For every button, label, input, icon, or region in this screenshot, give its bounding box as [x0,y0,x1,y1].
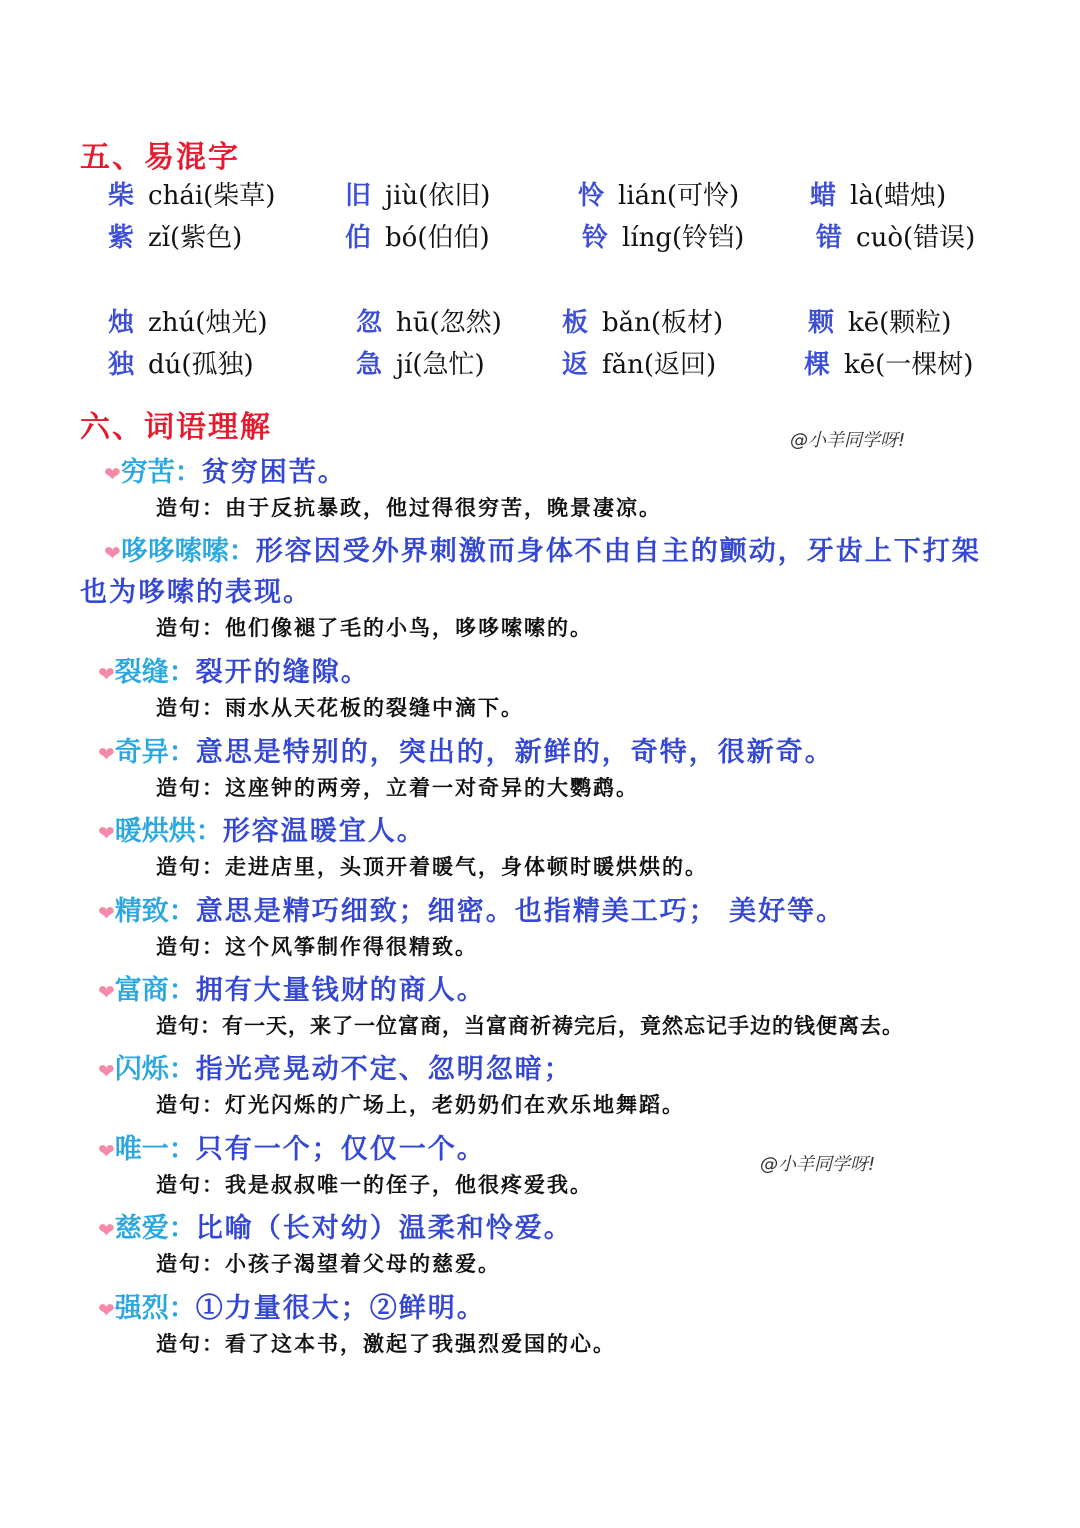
definition: 形容因受外界刺激而身体不由自主的颤动，牙齿上下打架 [255,536,981,567]
example-sentence [156,1010,904,1040]
confusable-item [345,176,490,219]
definition: 比喻（长对幼）温柔和怜爱。 [195,1213,573,1244]
heart-icon: ❤ [104,462,121,486]
definition: 指光亮晃动不定、忽明忽暗； [195,1054,573,1085]
confusable-item [810,176,946,219]
definition-line [98,1127,486,1166]
definition-line [98,1206,573,1245]
heart-icon: ❤ [98,901,115,925]
confusable-char: 旧 [345,181,372,211]
confusable-char: 颗 [808,308,835,338]
example-sentence [156,692,524,722]
term: 闪烁： [114,1054,196,1085]
confusable-char: 蜡 [810,181,837,211]
example-text: 灯光闪烁的广场上，老奶奶们在欢乐地舞蹈。 [225,1092,685,1117]
confusable-pinyin: bó(伯伯) [385,223,490,253]
term: 穷苦： [120,457,202,488]
example-label: 造句： [156,854,225,879]
definition-line [98,889,845,928]
confusable-item [578,176,739,219]
term: 慈爱： [114,1213,196,1244]
heart-icon: ❤ [98,1059,115,1083]
example-label: 造句： [156,615,225,640]
example-text: 雨水从天花板的裂缝中滴下。 [225,695,524,720]
section5-title: 五、易混字 [80,140,240,175]
definition-line [98,809,426,848]
example-text: 看了这本书，激起了我强烈爱国的心。 [225,1331,616,1356]
confusable-char: 烛 [108,308,135,338]
example-label: 造句： [156,1331,225,1356]
watermark: @小羊同学呀! [790,430,906,451]
definition-continuation: 也为哆嗦的表现。 [80,577,312,608]
confusable-pinyin: líng(铃铛) [622,223,745,253]
example-label: 造句： [156,934,225,959]
term: 哆哆嗦嗦： [120,536,256,567]
definition: 只有一个；仅仅一个。 [195,1134,486,1165]
term: 裂缝： [114,657,196,688]
example-label: 造句： [156,495,225,520]
heart-icon: ❤ [98,980,115,1004]
confusable-item [562,303,723,346]
confusable-char: 紫 [108,223,135,253]
heart-icon: ❤ [98,821,115,845]
definition: 意思是精巧细致；细密。也指精美工巧； 美好等。 [195,896,846,927]
confusable-char: 错 [816,223,843,253]
example-label: 造句： [156,695,225,720]
example-sentence [156,1328,616,1358]
term: 唯一： [114,1134,196,1165]
example-sentence [156,1248,501,1278]
heart-icon: ❤ [98,1218,115,1242]
definition: 意思是特别的，突出的，新鲜的，奇特，很新奇。 [195,737,834,768]
definition: 形容温暖宜人。 [222,816,426,847]
heart-icon: ❤ [98,742,115,766]
confusable-char: 伯 [345,223,372,253]
example-sentence [156,1169,593,1199]
definition-line [98,1047,573,1086]
term: 强烈： [114,1293,196,1324]
confusable-pinyin: zǐ(紫色) [148,223,243,253]
confusable-item [108,218,242,261]
example-text: 这个风筝制作得很精致。 [225,934,478,959]
definition: 裂开的缝隙。 [195,657,370,688]
example-text: 有一天，来了一位富商，当富商祈祷完后，竟然忘记手边的钱便离去。 [222,1013,904,1038]
confusable-char: 独 [108,350,135,380]
confusable-char: 返 [562,350,589,380]
heart-icon: ❤ [98,1139,115,1163]
confusable-item [356,303,502,346]
confusable-pinyin: hū(忽然) [396,308,502,338]
example-label: 造句： [156,775,225,800]
confusable-item [108,176,275,219]
term: 奇异： [114,737,196,768]
confusable-char: 怜 [578,181,605,211]
definition: 贫穷困苦。 [201,457,347,488]
example-label: 造句： [156,1251,225,1276]
example-sentence [156,772,639,802]
confusable-char: 急 [356,350,383,380]
example-text: 走进店里，头顶开着暖气，身体顿时暖烘烘的。 [225,854,708,879]
confusable-item [345,218,490,261]
example-label: 造句： [156,1172,225,1197]
definition: 拥有大量钱财的商人。 [195,975,486,1006]
example-text: 这座钟的两旁，立着一对奇异的大鹦鹉。 [225,775,639,800]
confusable-char: 铃 [582,223,609,253]
confusable-item [356,345,485,388]
definition-line [98,730,834,769]
example-label: 造句： [156,1013,222,1038]
confusable-char: 柴 [108,181,135,211]
definition-line [98,1286,486,1325]
example-label: 造句： [156,1092,225,1117]
confusable-char: 忽 [356,308,383,338]
confusable-item [804,345,973,388]
definition-line [104,450,347,489]
example-sentence [156,612,593,642]
term: 暖烘烘： [114,816,223,847]
confusable-pinyin: jiù(依旧) [385,181,491,211]
confusable-pinyin: fǎn(返回) [602,350,717,380]
heart-icon: ❤ [98,662,115,686]
example-sentence [156,492,662,522]
heart-icon: ❤ [98,1298,115,1322]
example-text: 他们像褪了毛的小鸟，哆哆嗦嗦的。 [225,615,593,640]
confusable-pinyin: dú(孤独) [148,350,254,380]
watermark: @小羊同学呀! [760,1154,876,1175]
confusable-pinyin: chái(柴草) [148,181,276,211]
example-sentence [156,1089,685,1119]
example-text: 由于反抗暴政，他过得很穷苦，晚景凄凉。 [225,495,662,520]
example-text: 我是叔叔唯一的侄子，他很疼爱我。 [225,1172,593,1197]
confusable-pinyin: bǎn(板材) [602,308,724,338]
confusable-pinyin: jí(急忙) [396,350,485,380]
confusable-item [108,345,254,388]
example-sentence [156,851,708,881]
confusable-char: 棵 [804,350,831,380]
confusable-char: 板 [562,308,589,338]
confusable-pinyin: là(蜡烛) [850,181,947,211]
confusable-item [108,303,268,346]
confusable-pinyin: kē(颗粒) [848,308,952,338]
heart-icon: ❤ [104,541,121,565]
confusable-pinyin: kē(一棵树) [844,350,974,380]
definition-line [98,968,486,1007]
example-text: 小孩子渴望着父母的慈爱。 [225,1251,501,1276]
section6-title: 六、词语理解 [80,410,272,445]
confusable-item [582,218,744,261]
confusable-pinyin: lián(可怜) [618,181,740,211]
definition-line [104,529,981,568]
example-sentence [156,931,478,961]
confusable-pinyin: cuò(错误) [856,223,976,253]
definition-line [98,650,370,689]
confusable-item [562,345,716,388]
term: 富商： [114,975,196,1006]
confusable-item [808,303,951,346]
definition: ①力量很大；②鲜明。 [195,1293,486,1324]
term: 精致： [114,896,196,927]
confusable-pinyin: zhú(烛光) [148,308,268,338]
confusable-item [816,218,975,261]
